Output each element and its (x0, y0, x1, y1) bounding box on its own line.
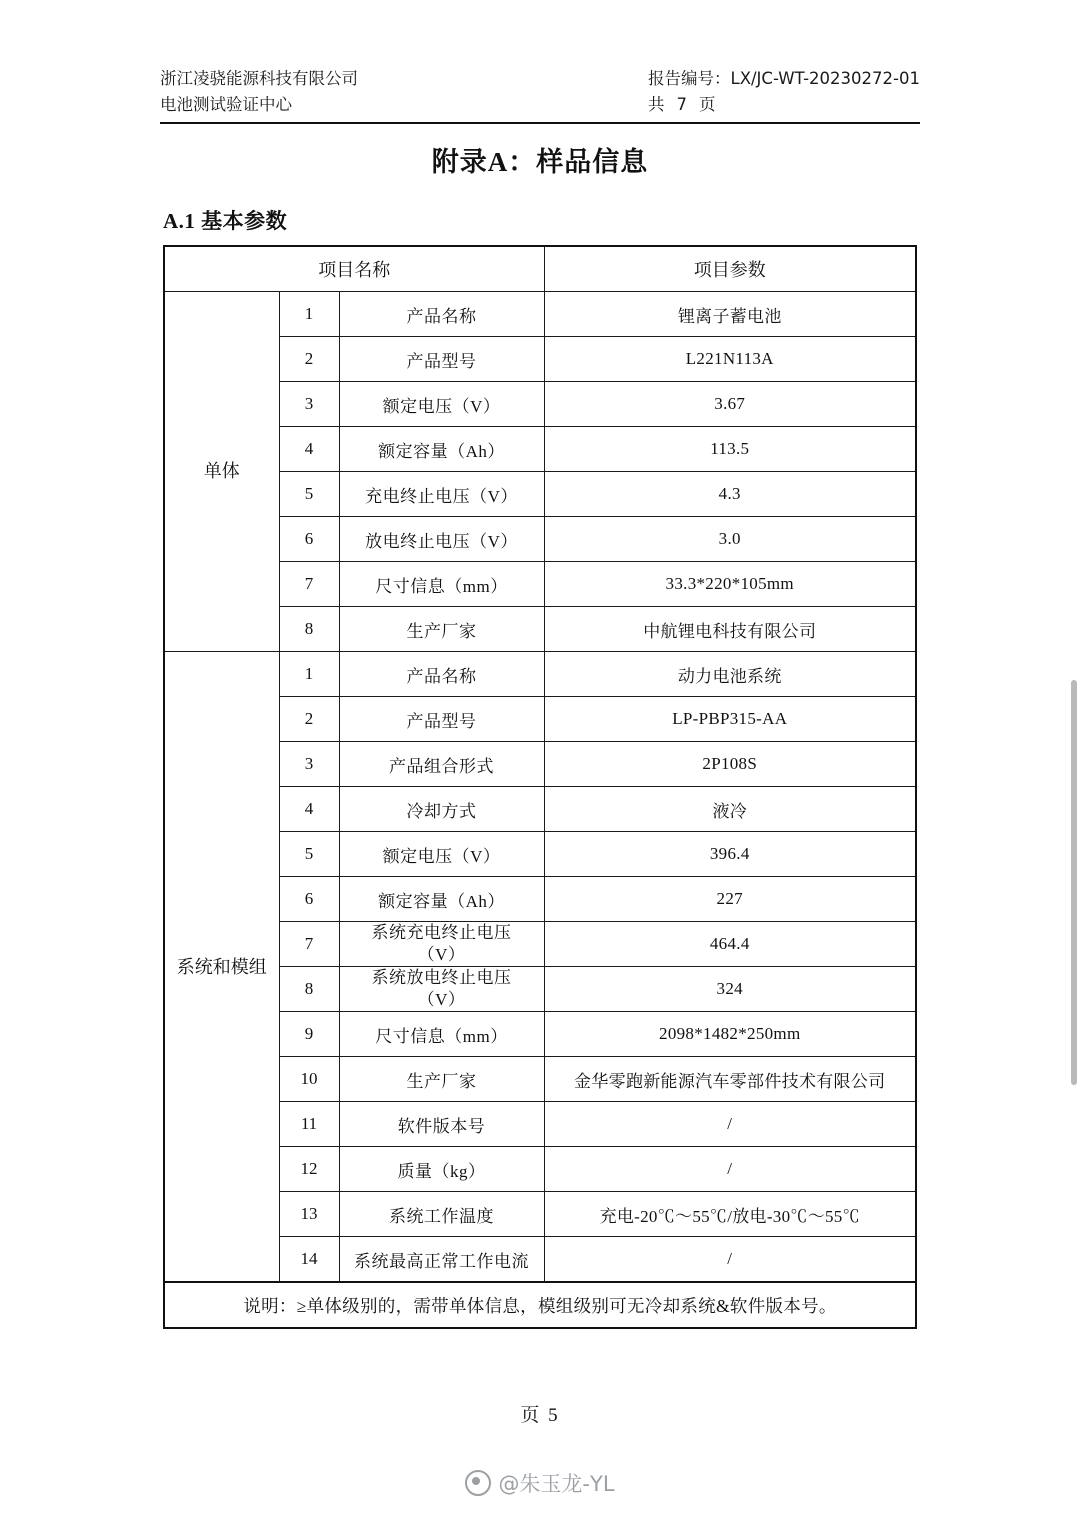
header-department: 电池测试验证中心 (160, 94, 292, 114)
row-value-cell: / (544, 1237, 916, 1283)
header-company-block (160, 66, 358, 117)
row-value-cell: 3.67 (544, 382, 916, 427)
header-cell-name: 项目名称 (164, 246, 544, 292)
row-index-cell: 8 (279, 607, 339, 652)
row-name-cell: 冷却方式 (339, 787, 544, 832)
row-value-cell: 锂离子蓄电池 (544, 292, 916, 337)
row-index-cell: 4 (279, 787, 339, 832)
row-value-cell: L221N113A (544, 337, 916, 382)
row-index-cell: 2 (279, 337, 339, 382)
row-value-cell: 动力电池系统 (544, 652, 916, 697)
watermark (0, 1468, 1080, 1498)
row-value-cell: 4.3 (544, 472, 916, 517)
row-index-cell: 4 (279, 427, 339, 472)
row-name-cell: 放电终止电压（V） (339, 517, 544, 562)
row-value-cell: 464.4 (544, 922, 916, 967)
row-index-cell: 7 (279, 562, 339, 607)
row-value-cell: 2P108S (544, 742, 916, 787)
row-index-cell: 5 (279, 472, 339, 517)
row-name-cell: 质量（kg） (339, 1147, 544, 1192)
row-value-cell: 113.5 (544, 427, 916, 472)
row-index-cell: 9 (279, 1012, 339, 1057)
weibo-icon (465, 1470, 491, 1496)
row-value-cell: 227 (544, 877, 916, 922)
report-no-value: LX/JC-WT-20230272-01 (730, 69, 920, 88)
row-index-cell: 13 (279, 1192, 339, 1237)
row-index-cell: 2 (279, 697, 339, 742)
section-heading: A.1 基本参数 (163, 209, 288, 233)
row-value-cell: 充电-20℃～55℃/放电-30℃～55℃ (544, 1192, 916, 1237)
page-title: 附录A：样品信息 (431, 147, 649, 177)
header-report-block (648, 66, 920, 117)
row-index-cell: 8 (279, 967, 339, 1012)
table-row (164, 292, 916, 337)
row-value-cell: 金华零跑新能源汽车零部件技术有限公司 (544, 1057, 916, 1102)
row-name-cell: 额定容量（Ah） (339, 877, 544, 922)
row-value-cell: 3.0 (544, 517, 916, 562)
row-name-cell: 产品名称 (339, 652, 544, 697)
page-number: 页 5 (520, 1405, 560, 1426)
header-report-number (648, 66, 920, 92)
row-index-cell: 11 (279, 1102, 339, 1147)
row-name-cell: 充电终止电压（V） (339, 472, 544, 517)
row-index-cell: 6 (279, 877, 339, 922)
watermark-text: @朱玉龙-YL (498, 1472, 615, 1496)
row-value-cell: 中航锂电科技有限公司 (544, 607, 916, 652)
row-name-cell: 额定电压（V） (339, 382, 544, 427)
document-header (160, 66, 920, 117)
row-index-cell: 5 (279, 832, 339, 877)
row-name-cell: 产品型号 (339, 697, 544, 742)
row-name-cell: 系统最高正常工作电流 (339, 1237, 544, 1283)
row-value-cell: 324 (544, 967, 916, 1012)
row-value-cell: 33.3*220*105mm (544, 562, 916, 607)
row-name-cell: 生产厂家 (339, 1057, 544, 1102)
table-note: 说明：≥单体级别的，需带单体信息，模组级别可无冷却系统&软件版本号。 (164, 1282, 916, 1328)
row-index-cell: 7 (279, 922, 339, 967)
header-divider (160, 122, 920, 124)
row-index-cell: 14 (279, 1237, 339, 1283)
row-name-cell: 生产厂家 (339, 607, 544, 652)
row-index-cell: 1 (279, 652, 339, 697)
header-company-name: 浙江凌骁能源科技有限公司 (160, 69, 358, 88)
row-name-cell: 软件版本号 (339, 1102, 544, 1147)
row-index-cell: 3 (279, 382, 339, 427)
scrollbar[interactable] (1071, 680, 1077, 1085)
row-value-cell: 396.4 (544, 832, 916, 877)
spec-table (163, 245, 917, 1329)
report-no-label: 报告编号： (648, 69, 731, 88)
row-name-cell: 系统放电终止电压 （V） (339, 967, 544, 1012)
row-index-cell: 1 (279, 292, 339, 337)
row-value-cell: LP-PBP315-AA (544, 697, 916, 742)
row-name-cell: 尺寸信息（mm） (339, 1012, 544, 1057)
row-index-cell: 6 (279, 517, 339, 562)
table-note-row (164, 1282, 916, 1328)
row-value-cell: / (544, 1147, 916, 1192)
row-value-cell: 液冷 (544, 787, 916, 832)
row-name-cell: 产品名称 (339, 292, 544, 337)
row-name-cell: 尺寸信息（mm） (339, 562, 544, 607)
group-label-cell: 系统和模组 (164, 652, 279, 1283)
row-value-cell: 2098*1482*250mm (544, 1012, 916, 1057)
row-name-cell: 系统工作温度 (339, 1192, 544, 1237)
row-name-cell: 额定电压（V） (339, 832, 544, 877)
table-header-row (164, 246, 916, 292)
header-cell-value: 项目参数 (544, 246, 916, 292)
row-name-cell: 额定容量（Ah） (339, 427, 544, 472)
group-label-cell: 单体 (164, 292, 279, 652)
row-name-cell: 产品组合形式 (339, 742, 544, 787)
row-name-cell: 产品型号 (339, 337, 544, 382)
row-index-cell: 3 (279, 742, 339, 787)
table-row (164, 652, 916, 697)
row-name-cell: 系统充电终止电压 （V） (339, 922, 544, 967)
row-index-cell: 10 (279, 1057, 339, 1102)
row-index-cell: 12 (279, 1147, 339, 1192)
row-value-cell: / (544, 1102, 916, 1147)
header-page-count: 共 7 页 (648, 94, 716, 114)
